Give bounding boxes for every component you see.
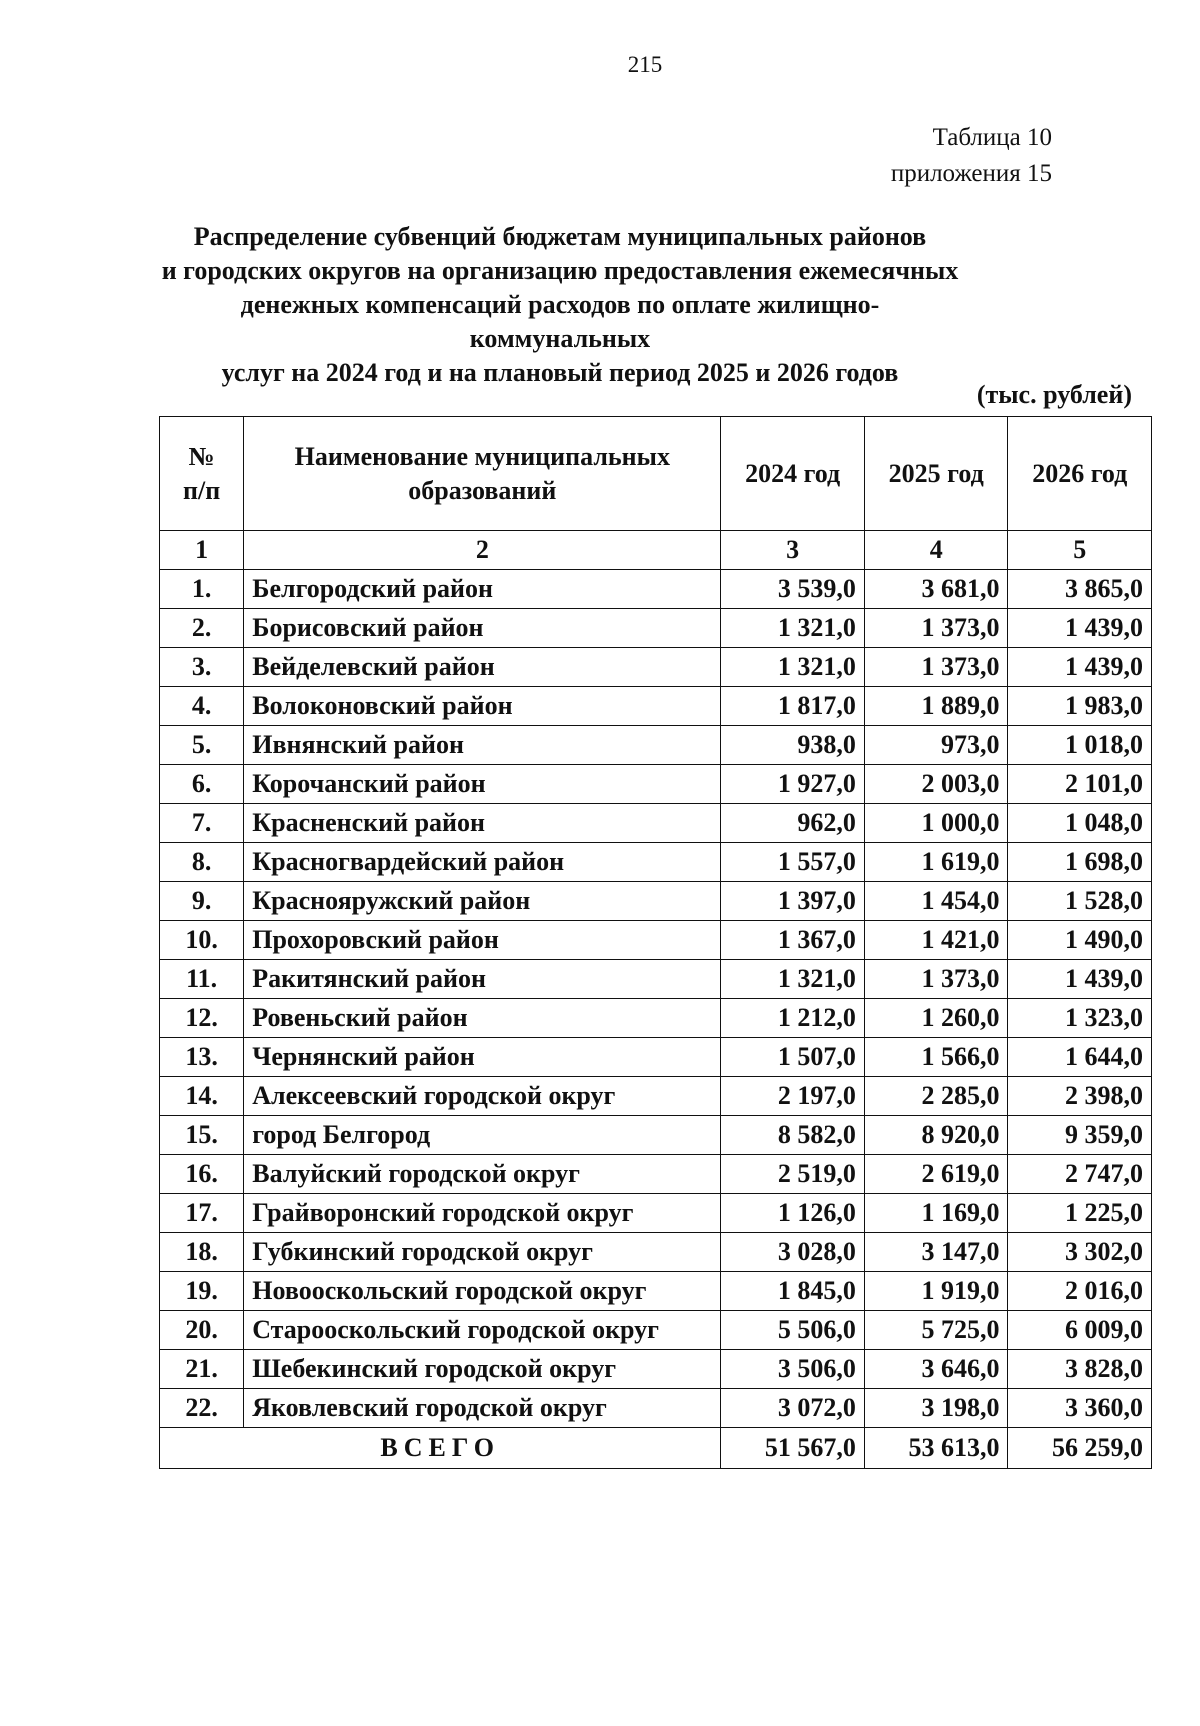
table-row: [160, 1038, 1152, 1077]
row-value-2024: 1 367,0: [721, 921, 865, 960]
subvention-table: [159, 416, 1152, 1469]
row-value-2025: 2 003,0: [864, 765, 1008, 804]
row-value-2026: 1 644,0: [1008, 1038, 1152, 1077]
header-row: [160, 417, 1152, 531]
row-number: 1.: [160, 570, 244, 609]
title-line1: Распределение субвенций бюджетам муниципальных районов: [193, 222, 927, 251]
header-number-line2: п/п: [183, 475, 221, 505]
row-municipality-name: Краснояружский район: [244, 882, 721, 921]
table-row: [160, 1077, 1152, 1116]
row-value-2025: 3 646,0: [864, 1350, 1008, 1389]
row-value-2026: 1 225,0: [1008, 1194, 1152, 1233]
row-municipality-name: Красненский район: [244, 804, 721, 843]
table-row: [160, 1116, 1152, 1155]
row-municipality-name: Белгородский район: [244, 570, 721, 609]
row-number: 4.: [160, 687, 244, 726]
row-number: 21.: [160, 1350, 244, 1389]
column-number: 4: [864, 531, 1008, 570]
column-number-row: [160, 531, 1152, 570]
row-municipality-name: Красногвардейский район: [244, 843, 721, 882]
row-value-2024: 1 927,0: [721, 765, 865, 804]
row-value-2024: 938,0: [721, 726, 865, 765]
table-row: [160, 765, 1152, 804]
row-value-2025: 1 454,0: [864, 882, 1008, 921]
row-number: 13.: [160, 1038, 244, 1077]
row-value-2026: 1 323,0: [1008, 999, 1152, 1038]
row-number: 5.: [160, 726, 244, 765]
table-body: [160, 531, 1152, 1428]
total-2024: 51 567,0: [721, 1428, 865, 1469]
row-value-2026: 2 747,0: [1008, 1155, 1152, 1194]
row-value-2025: 2 619,0: [864, 1155, 1008, 1194]
row-value-2026: 1 439,0: [1008, 609, 1152, 648]
row-number: 2.: [160, 609, 244, 648]
table-header: [160, 417, 1152, 531]
table-reference: [891, 120, 1052, 192]
row-number: 17.: [160, 1194, 244, 1233]
row-municipality-name: город Белгород: [244, 1116, 721, 1155]
table-row: [160, 1155, 1152, 1194]
table-row: [160, 921, 1152, 960]
row-value-2024: 1 321,0: [721, 609, 865, 648]
title-line3: денежных компенсаций расходов по оплате жилищно-коммунальных: [240, 290, 880, 353]
row-value-2026: 3 302,0: [1008, 1233, 1152, 1272]
row-value-2026: 1 490,0: [1008, 921, 1152, 960]
row-value-2026: 6 009,0: [1008, 1311, 1152, 1350]
row-municipality-name: Ивнянский район: [244, 726, 721, 765]
total-2026: 56 259,0: [1008, 1428, 1152, 1469]
row-value-2026: 1 983,0: [1008, 687, 1152, 726]
row-municipality-name: Прохоровский район: [244, 921, 721, 960]
row-municipality-name: Ровеньский район: [244, 999, 721, 1038]
row-number: 20.: [160, 1311, 244, 1350]
table-row: [160, 648, 1152, 687]
row-value-2025: 1 169,0: [864, 1194, 1008, 1233]
row-value-2025: 1 373,0: [864, 648, 1008, 687]
row-value-2024: 1 397,0: [721, 882, 865, 921]
title-line4: услуг на 2024 год и на плановый период 2025 и 2026 годов: [221, 358, 899, 387]
header-number: [160, 417, 244, 531]
row-value-2024: 2 197,0: [721, 1077, 865, 1116]
row-value-2025: 1 373,0: [864, 609, 1008, 648]
row-value-2025: 1 566,0: [864, 1038, 1008, 1077]
row-value-2026: 3 360,0: [1008, 1389, 1152, 1428]
row-number: 8.: [160, 843, 244, 882]
row-municipality-name: Губкинский городской округ: [244, 1233, 721, 1272]
total-label: ВСЕГО: [160, 1428, 721, 1469]
document-title: [160, 220, 960, 390]
row-municipality-name: Вейделевский район: [244, 648, 721, 687]
column-number: 5: [1008, 531, 1152, 570]
row-number: 7.: [160, 804, 244, 843]
header-name-line2: образований: [408, 475, 557, 505]
row-value-2025: 1 889,0: [864, 687, 1008, 726]
row-number: 12.: [160, 999, 244, 1038]
table-row: [160, 1389, 1152, 1428]
row-value-2025: 1 619,0: [864, 843, 1008, 882]
table-row: [160, 570, 1152, 609]
row-value-2024: 3 072,0: [721, 1389, 865, 1428]
total-2025: 53 613,0: [864, 1428, 1008, 1469]
row-value-2024: 1 321,0: [721, 648, 865, 687]
row-municipality-name: Валуйский городской округ: [244, 1155, 721, 1194]
table-row: [160, 1233, 1152, 1272]
row-value-2026: 1 018,0: [1008, 726, 1152, 765]
row-value-2024: 1 321,0: [721, 960, 865, 999]
table-row: [160, 999, 1152, 1038]
table-row: [160, 726, 1152, 765]
row-value-2025: 2 285,0: [864, 1077, 1008, 1116]
row-value-2026: 1 698,0: [1008, 843, 1152, 882]
row-value-2025: 5 725,0: [864, 1311, 1008, 1350]
row-municipality-name: Яковлевский городской округ: [244, 1389, 721, 1428]
row-municipality-name: Грайворонский городской округ: [244, 1194, 721, 1233]
row-municipality-name: Борисовский район: [244, 609, 721, 648]
table-footer: [160, 1428, 1152, 1469]
table-row: [160, 843, 1152, 882]
row-number: 10.: [160, 921, 244, 960]
row-value-2025: 973,0: [864, 726, 1008, 765]
row-value-2025: 3 147,0: [864, 1233, 1008, 1272]
row-number: 9.: [160, 882, 244, 921]
table-ref-line1: Таблица 10: [932, 124, 1052, 151]
row-value-2024: 1 845,0: [721, 1272, 865, 1311]
row-value-2024: 8 582,0: [721, 1116, 865, 1155]
header-2025: 2025 год: [864, 417, 1008, 531]
row-number: 3.: [160, 648, 244, 687]
row-value-2026: 9 359,0: [1008, 1116, 1152, 1155]
row-value-2026: 1 048,0: [1008, 804, 1152, 843]
row-number: 15.: [160, 1116, 244, 1155]
header-name: [244, 417, 721, 531]
row-municipality-name: Корочанский район: [244, 765, 721, 804]
table-row: [160, 882, 1152, 921]
table-row: [160, 1194, 1152, 1233]
row-value-2025: 1 421,0: [864, 921, 1008, 960]
row-value-2026: 1 439,0: [1008, 648, 1152, 687]
header-number-line1: №: [188, 441, 215, 471]
table-row: [160, 687, 1152, 726]
row-value-2024: 1 507,0: [721, 1038, 865, 1077]
row-municipality-name: Старооскольский городской округ: [244, 1311, 721, 1350]
row-value-2025: 1 373,0: [864, 960, 1008, 999]
row-municipality-name: Волоконовский район: [244, 687, 721, 726]
table-row: [160, 804, 1152, 843]
row-municipality-name: Чернянский район: [244, 1038, 721, 1077]
row-value-2026: 2 101,0: [1008, 765, 1152, 804]
column-number: 3: [721, 531, 865, 570]
row-value-2025: 3 198,0: [864, 1389, 1008, 1428]
row-value-2025: 1 919,0: [864, 1272, 1008, 1311]
table-row: [160, 960, 1152, 999]
row-number: 19.: [160, 1272, 244, 1311]
row-value-2026: 3 865,0: [1008, 570, 1152, 609]
header-2024: 2024 год: [721, 417, 865, 531]
column-number: 1: [160, 531, 244, 570]
row-value-2026: 1 528,0: [1008, 882, 1152, 921]
row-number: 6.: [160, 765, 244, 804]
row-value-2026: 1 439,0: [1008, 960, 1152, 999]
table-row: [160, 1311, 1152, 1350]
row-number: 18.: [160, 1233, 244, 1272]
row-municipality-name: Алексеевский городской округ: [244, 1077, 721, 1116]
row-value-2024: 3 028,0: [721, 1233, 865, 1272]
row-value-2024: 5 506,0: [721, 1311, 865, 1350]
column-number: 2: [244, 531, 721, 570]
row-value-2024: 1 557,0: [721, 843, 865, 882]
row-value-2025: 3 681,0: [864, 570, 1008, 609]
row-value-2024: 1 817,0: [721, 687, 865, 726]
row-value-2025: 1 260,0: [864, 999, 1008, 1038]
row-value-2024: 2 519,0: [721, 1155, 865, 1194]
row-number: 16.: [160, 1155, 244, 1194]
row-value-2025: 8 920,0: [864, 1116, 1008, 1155]
row-number: 14.: [160, 1077, 244, 1116]
row-number: 22.: [160, 1389, 244, 1428]
total-row: [160, 1428, 1152, 1469]
row-municipality-name: Ракитянский район: [244, 960, 721, 999]
units-label: (тыс. рублей): [976, 380, 1132, 409]
row-value-2026: 2 016,0: [1008, 1272, 1152, 1311]
title-line2: и городских округов на организацию предоставления ежемесячных: [161, 256, 959, 285]
row-value-2024: 962,0: [721, 804, 865, 843]
table-ref-line2: приложения 15: [890, 160, 1052, 187]
row-value-2024: 1 126,0: [721, 1194, 865, 1233]
header-name-line1: Наименование муниципальных: [294, 441, 670, 471]
row-value-2024: 3 539,0: [721, 570, 865, 609]
row-value-2026: 3 828,0: [1008, 1350, 1152, 1389]
row-value-2026: 2 398,0: [1008, 1077, 1152, 1116]
row-value-2024: 1 212,0: [721, 999, 865, 1038]
table-row: [160, 609, 1152, 648]
page-number: 215: [627, 52, 663, 77]
table-row: [160, 1350, 1152, 1389]
row-number: 11.: [160, 960, 244, 999]
row-value-2024: 3 506,0: [721, 1350, 865, 1389]
header-2026: 2026 год: [1008, 417, 1152, 531]
row-value-2025: 1 000,0: [864, 804, 1008, 843]
row-municipality-name: Шебекинский городской округ: [244, 1350, 721, 1389]
row-municipality-name: Новооскольский городской округ: [244, 1272, 721, 1311]
table-row: [160, 1272, 1152, 1311]
